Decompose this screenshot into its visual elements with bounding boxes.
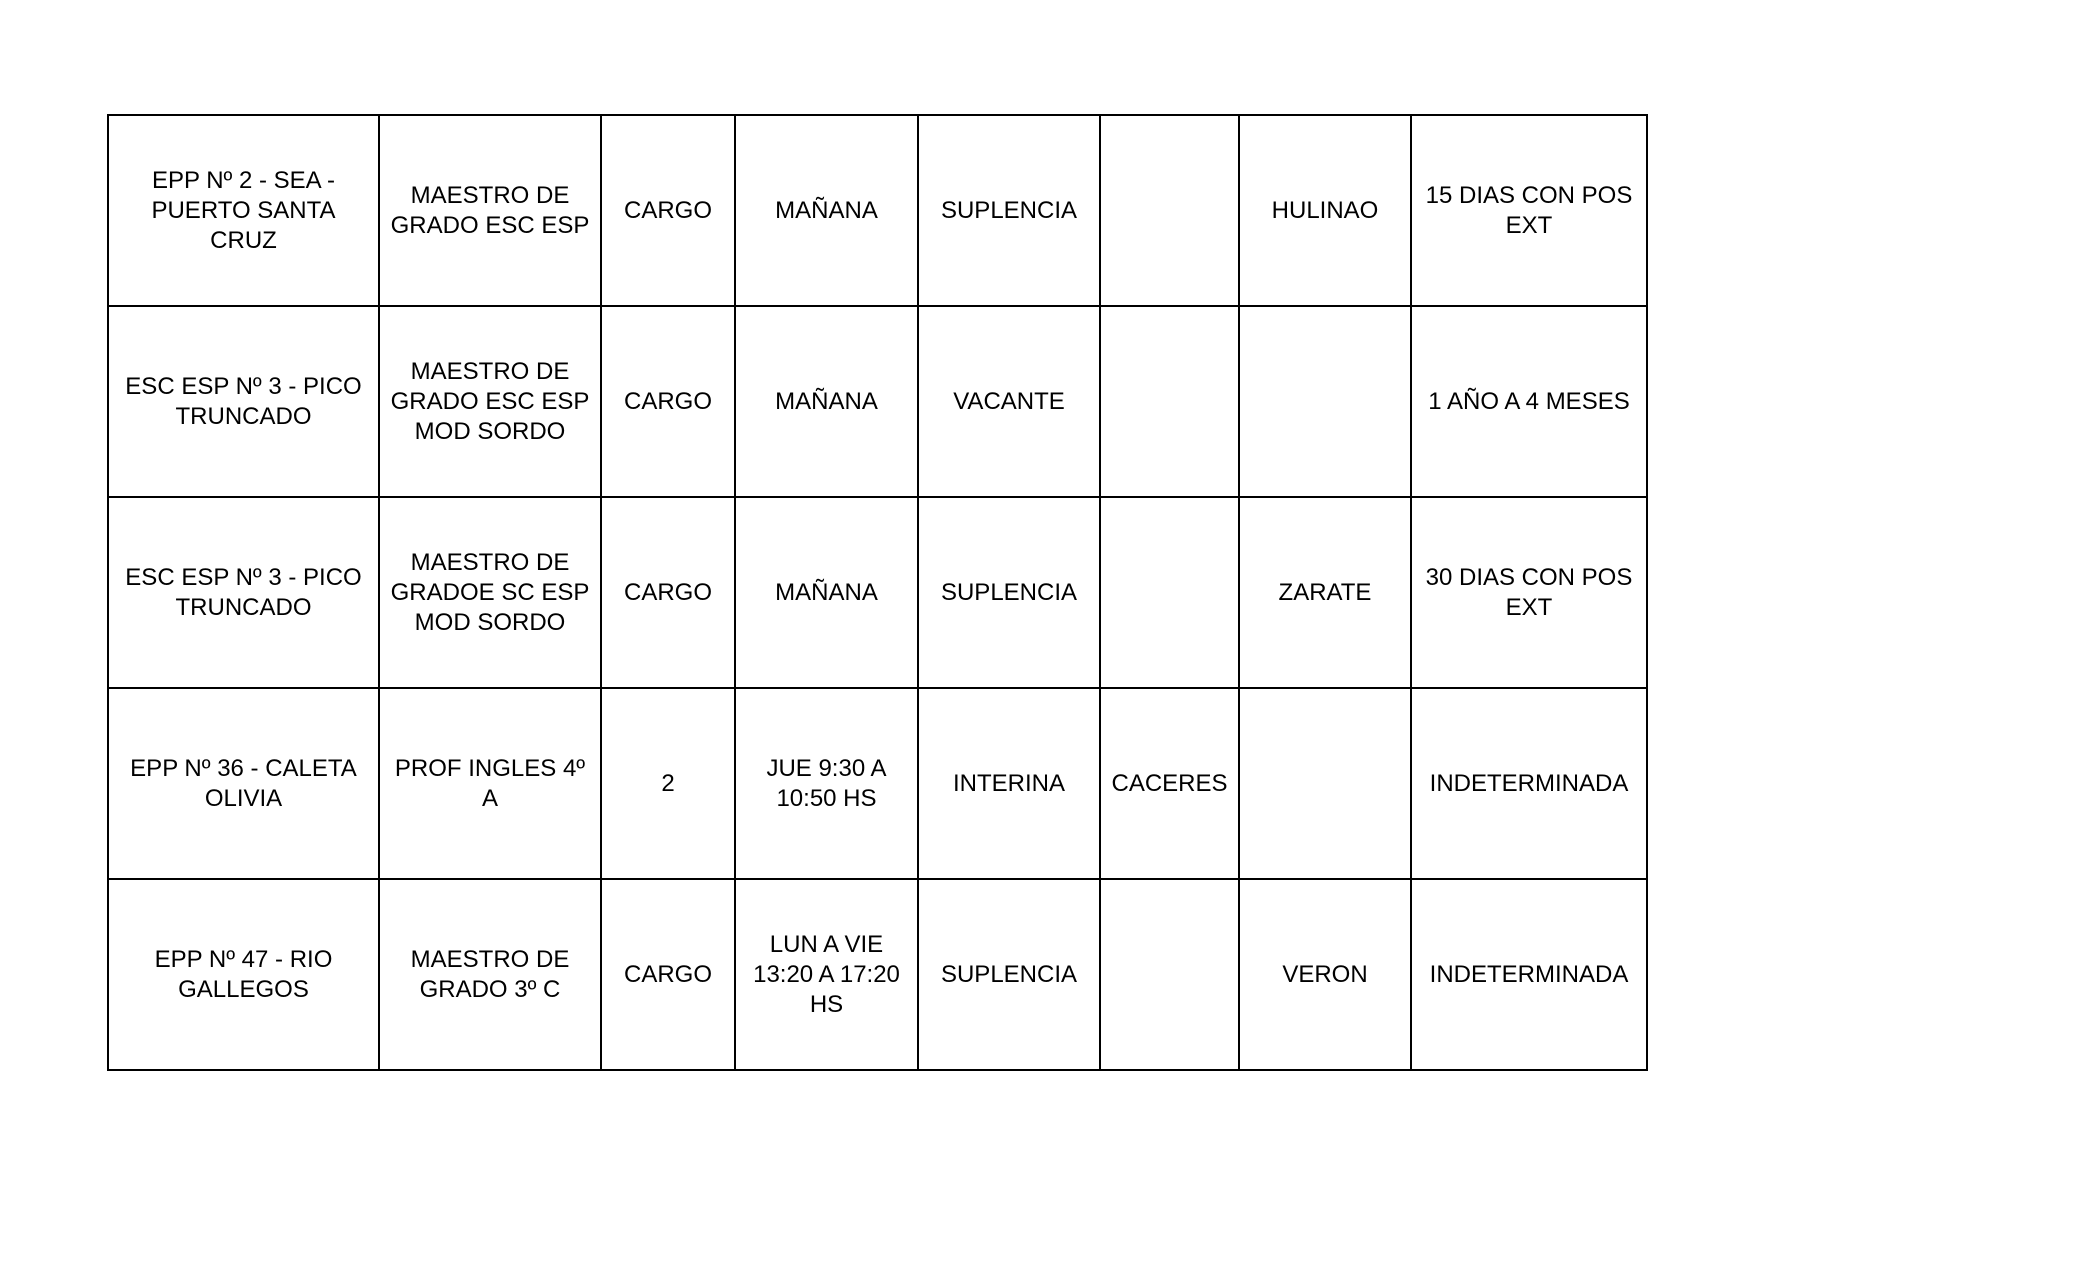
position-cell: PROF INGLES 4º A (379, 688, 601, 879)
status-cell: SUPLENCIA (918, 879, 1100, 1070)
replaced-cell: HULINAO (1239, 115, 1411, 306)
holder-cell (1100, 306, 1239, 497)
replaced-cell: ZARATE (1239, 497, 1411, 688)
holder-cell (1100, 497, 1239, 688)
duration-cell: 1 AÑO A 4 MESES (1411, 306, 1647, 497)
replaced-cell (1239, 688, 1411, 879)
holder-cell (1100, 115, 1239, 306)
table-row (108, 115, 1647, 306)
status-cell: VACANTE (918, 306, 1100, 497)
status-cell: INTERINA (918, 688, 1100, 879)
position-cell: MAESTRO DE GRADO 3º C (379, 879, 601, 1070)
duration-cell: INDETERMINADA (1411, 688, 1647, 879)
school-cell: ESC ESP Nº 3 - PICO TRUNCADO (108, 497, 379, 688)
type-cell: CARGO (601, 497, 735, 688)
type-cell: CARGO (601, 306, 735, 497)
replaced-cell (1239, 306, 1411, 497)
duration-cell: INDETERMINADA (1411, 879, 1647, 1070)
duration-cell: 15 DIAS CON POS EXT (1411, 115, 1647, 306)
table-row (108, 688, 1647, 879)
school-cell: EPP Nº 36 - CALETA OLIVIA (108, 688, 379, 879)
table-row (108, 879, 1647, 1070)
school-cell: EPP Nº 2 - SEA - PUERTO SANTA CRUZ (108, 115, 379, 306)
schedule-cell: JUE 9:30 A 10:50 HS (735, 688, 918, 879)
type-cell: CARGO (601, 115, 735, 306)
schedule-cell: LUN A VIE 13:20 A 17:20 HS (735, 879, 918, 1070)
replaced-cell: VERON (1239, 879, 1411, 1070)
school-cell: EPP Nº 47 - RIO GALLEGOS (108, 879, 379, 1070)
type-cell: CARGO (601, 879, 735, 1070)
status-cell: SUPLENCIA (918, 497, 1100, 688)
schedule-cell: MAÑANA (735, 306, 918, 497)
holder-cell (1100, 879, 1239, 1070)
holder-cell: CACERES (1100, 688, 1239, 879)
table-row (108, 497, 1647, 688)
schedule-cell: MAÑANA (735, 497, 918, 688)
position-cell: MAESTRO DE GRADO ESC ESP MOD SORDO (379, 306, 601, 497)
type-cell: 2 (601, 688, 735, 879)
status-cell: SUPLENCIA (918, 115, 1100, 306)
duration-cell: 30 DIAS CON POS EXT (1411, 497, 1647, 688)
position-cell: MAESTRO DE GRADO ESC ESP (379, 115, 601, 306)
schedule-cell: MAÑANA (735, 115, 918, 306)
school-cell: ESC ESP Nº 3 - PICO TRUNCADO (108, 306, 379, 497)
table-row (108, 306, 1647, 497)
vacancies-table (107, 114, 1648, 1071)
position-cell: MAESTRO DE GRADOE SC ESP MOD SORDO (379, 497, 601, 688)
